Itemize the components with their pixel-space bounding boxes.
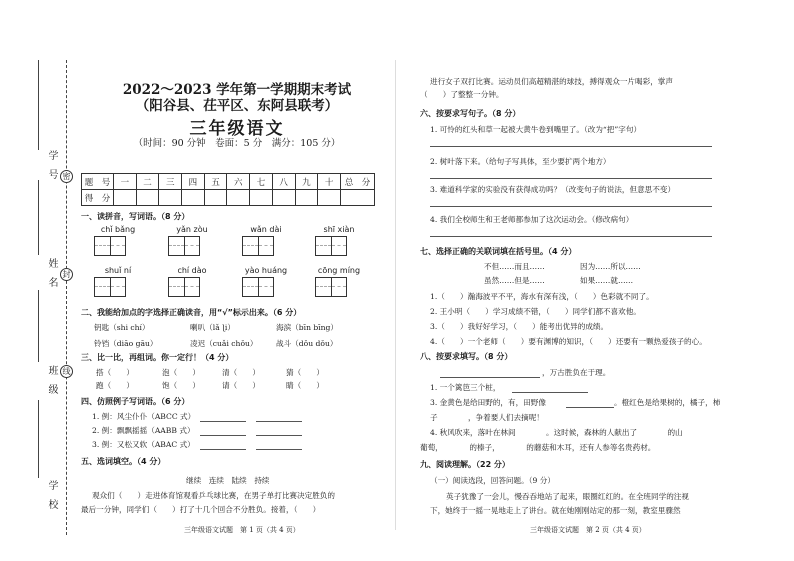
answer-line[interactable] [200, 435, 246, 436]
answer-line[interactable] [566, 407, 614, 408]
score-input-cell[interactable] [182, 190, 205, 206]
seal-mi: 密 [60, 170, 73, 183]
section5-title: 五、选词填空。（4 分） [81, 457, 166, 466]
score-input-cell[interactable] [341, 190, 375, 206]
imitate-item: 2. 例：飘飘摇摇（AABB 式） [92, 426, 195, 435]
fill-item: 子 ，争着要人们去摘呢！ [430, 413, 544, 422]
page-footer-right: 三年级语文试题 第 2 页（共 4 页） [530, 526, 646, 534]
score-input-cell[interactable] [136, 190, 159, 206]
compare-item[interactable]: 清（ ） [222, 368, 260, 377]
paragraph-line: （ ）了整整一分钟。 [420, 90, 504, 99]
pinyin: yǎn zòu [176, 225, 208, 234]
name-line [38, 180, 39, 255]
fill-item: 。橙红色是给果树的，橘子，柿 [614, 398, 721, 407]
answer-line[interactable] [430, 206, 712, 207]
reading-paragraph: 下，她终于一摇一晃地走上了讲台。就在她刚刚站定的那一刻，教室里骤然 [430, 506, 681, 515]
answer-line[interactable] [256, 449, 302, 450]
rewrite-item: 2. 树叶落下来。（给句子写具体，至少要扩两个地方） [430, 157, 611, 166]
section2-title: 二、我能给加点的字选择正确读音，用“√”标示出来。（6 分） [81, 308, 302, 317]
score-cell: 五 [204, 174, 227, 190]
compare-item[interactable]: 猜（ ） [286, 368, 324, 377]
school-label: 学 校 [46, 480, 57, 513]
rewrite-item: 4. 我们全校师生和王老师都参加了这次运动会。（修改病句） [430, 215, 634, 224]
score-input-cell[interactable] [114, 190, 137, 206]
section6-title: 六、按要求写句子。（8 分） [420, 109, 521, 118]
imitate-item: 1. 例：风尘仆仆（ABCC 式） [92, 412, 196, 421]
writing-grid[interactable] [94, 236, 126, 256]
answer-line[interactable] [512, 392, 588, 393]
pinyin: shuǐ ní [104, 266, 132, 275]
writing-grid[interactable] [242, 277, 274, 297]
score-cell: 总 分 [341, 174, 375, 190]
name-label: 姓 名 [46, 258, 57, 291]
section9-title: 九、阅读理解。（22 分） [420, 460, 510, 469]
paragraph-line: 进行女子双打比赛。运动员们高超精湛的球技，搏得观众一片喝彩，掌声 [430, 77, 673, 86]
score-cell: 四 [182, 174, 205, 190]
page-footer-left: 三年级语文试题 第 1 页（共 4 页） [184, 526, 300, 534]
conjunction-option: 因为……所以…… [580, 262, 641, 271]
fill-item: 1. 一个篱笆三个桩， [430, 383, 501, 392]
pronunciation-item[interactable]: 铃铛（diāo gāu） [94, 339, 158, 348]
compare-item[interactable]: 睛（ ） [286, 381, 324, 390]
class-label: 班 级 [46, 365, 57, 398]
seal-xian: 线 [60, 365, 73, 378]
answer-line[interactable] [430, 236, 712, 237]
reading-subtitle: （一）阅读选段，回答问题。（9 分） [430, 476, 555, 485]
score-input-cell[interactable] [204, 190, 227, 206]
pronunciation-item[interactable]: 海滨（bīn bīng） [276, 323, 339, 332]
pinyin: chí dào [177, 266, 207, 275]
pinyin: shī xiàn [323, 225, 355, 234]
conjunction-item[interactable]: 1.（ ）瀚海波平不平，海水有深有浅，（ ）色彩就不同了。 [430, 292, 654, 301]
answer-line[interactable] [430, 146, 712, 147]
compare-item[interactable]: 请（ ） [222, 381, 260, 390]
score-cell: 得 分 [82, 190, 114, 206]
fill-item: 葡萄， 的榛子， 的蘑菇和木耳，还有人参等名贵药材。 [420, 443, 656, 452]
fill-item: 3. 金黄色是给田野的，有，田野像 [430, 398, 546, 407]
paragraph-line: 观众们（ ）走进体育馆观看乒乓球比赛，在男子单打比赛决定胜负的 [92, 491, 335, 500]
conjunction-option: 虽然……但是…… [484, 276, 545, 285]
score-table-score-row [82, 190, 375, 206]
score-input-cell[interactable] [159, 190, 182, 206]
rewrite-item: 1. 可怜的红头和草一起被大黄牛卷到嘴里了。（改为“把”字句） [430, 125, 642, 134]
score-cell: 一 [114, 174, 137, 190]
student-number-label: 学 号 [46, 150, 57, 183]
score-cell: 七 [250, 174, 273, 190]
score-cell: 八 [272, 174, 295, 190]
compare-item[interactable]: 跑（ ） [96, 381, 134, 390]
pinyin: chǐ bǎng [100, 225, 136, 234]
score-input-cell[interactable] [250, 190, 273, 206]
pronunciation-item[interactable]: 喇叭（lǎ ɭi） [190, 323, 235, 332]
answer-line[interactable] [256, 435, 302, 436]
score-table [81, 173, 375, 206]
writing-grid[interactable] [315, 236, 347, 256]
score-cell: 十 [318, 174, 341, 190]
score-table-header-row [82, 174, 375, 190]
section4-title: 四、仿照例子写词语。（6 分） [81, 397, 190, 406]
binding-dashed-line [66, 60, 67, 535]
word-choices: 继续 连续 陆续 持续 [186, 476, 270, 485]
conjunction-item[interactable]: 3.（ ）我好好学习，（ ）能考出优异的成绩。 [430, 322, 609, 331]
pronunciation-item[interactable]: 战斗（dǒu dǒu） [276, 339, 338, 348]
conjunction-option: 如果……就…… [580, 276, 634, 285]
conjunction-item[interactable]: 4.（ ）一个老师（ ）要有渊博的知识，（ ）还要有一颗热爱孩子的心。 [430, 337, 707, 346]
pinyin: wǎn dài [250, 225, 282, 234]
exam-subject: 三年级语文 [189, 119, 285, 139]
pronunciation-item[interactable]: 钥匙（shi chí） [94, 323, 150, 332]
score-input-cell[interactable] [227, 190, 250, 206]
writing-grid[interactable] [168, 277, 200, 297]
compare-item[interactable]: 泡（ ） [162, 368, 200, 377]
section7-title: 七、选择正确的关联词填在括号里。（4 分） [420, 247, 577, 256]
writing-grid[interactable] [94, 277, 126, 297]
seal-feng: 封 [60, 268, 73, 281]
answer-line[interactable] [256, 421, 302, 422]
column-divider [395, 60, 396, 530]
pronunciation-item[interactable]: 凌迟（cuǎi chǒu） [190, 339, 258, 348]
score-cell: 题 号 [82, 174, 114, 190]
score-cell: 六 [227, 174, 250, 190]
school-line [38, 400, 39, 478]
fill-item: 4. 秋风吹来，落叶在林间 。这时候，森林的人献出了 的山 [430, 428, 683, 437]
paragraph-line: 最后一分钟，同学们（ ）打了十几个回合不分胜负。接着，（ ） [81, 505, 321, 514]
exam-title: 2022～2023 学年第一学期期末考试 [122, 82, 352, 98]
score-cell: 九 [295, 174, 318, 190]
compare-item[interactable]: 搭（ ） [96, 368, 134, 377]
score-input-cell[interactable] [272, 190, 295, 206]
reading-paragraph: 英子犹豫了一会儿，慢吞吞地站了起来，眼圈红红的。在全班同学的注视 [446, 492, 689, 501]
writing-grid[interactable] [168, 236, 200, 256]
section1-title: 一、读拼音，写词语。（8 分） [81, 212, 190, 221]
class-line [38, 290, 39, 362]
answer-line[interactable] [200, 421, 246, 422]
answer-line[interactable] [440, 377, 540, 378]
rewrite-item: 3. 难道科学家的实验没有获得成功吗？（改变句子的说法，但意思不变） [430, 185, 676, 194]
compare-item[interactable]: 饱（ ） [162, 381, 200, 390]
answer-line[interactable] [200, 449, 246, 450]
score-input-cell[interactable] [318, 190, 341, 206]
score-cell: 三 [159, 174, 182, 190]
section8-title: 八、按要求填写。（8 分） [420, 352, 513, 361]
student-number-line [38, 60, 39, 150]
score-cell: 二 [136, 174, 159, 190]
conjunction-option: 不但……而且…… [484, 262, 545, 271]
conjunction-item[interactable]: 2. 王小明（ ）学习成绩不错，（ ）同学们都不喜欢他。 [430, 307, 641, 316]
exam-meta: （时间：90 分钟 卷面：5 分 满分：105 分） [133, 138, 341, 149]
section3-title: 三、比一比，再组词。你一定行！（4 分） [81, 353, 234, 362]
fill-item: ，万古胜负在于理。 [542, 368, 611, 377]
answer-line[interactable] [430, 178, 712, 179]
exam-subtitle: （阳谷县、茌平区、东阿县联考） [135, 98, 339, 114]
writing-grid[interactable] [315, 277, 347, 297]
score-input-cell[interactable] [295, 190, 318, 206]
pinyin: cōng míng [317, 266, 361, 275]
imitate-item: 3. 例：又松又软（ABAC 式） [92, 440, 195, 449]
writing-grid[interactable] [242, 236, 274, 256]
pinyin: yào huáng [244, 266, 288, 275]
